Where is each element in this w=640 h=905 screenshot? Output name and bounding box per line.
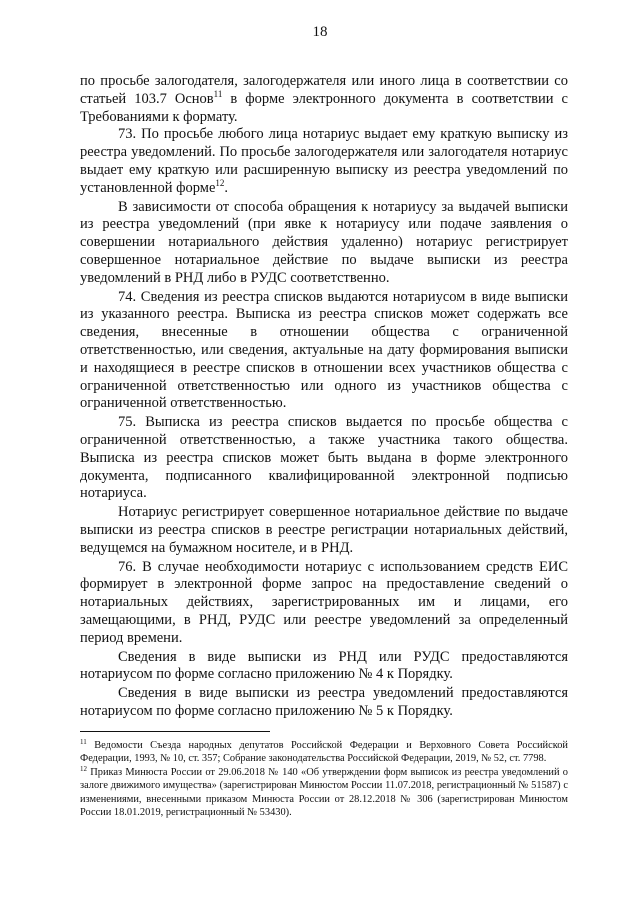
footnote-12	[80, 766, 568, 820]
paragraph-notary-registers: Нотариус регистрирует совершенное нотариальное действие по выдаче выписки из реестра списков в реестре регистрации нотариальных действий, ведущемся на бумажном носителе, и в РНД.	[80, 504, 568, 556]
footnote-number: 12	[80, 764, 87, 773]
page-number: 18	[312, 24, 328, 40]
paragraph-74: 74. Сведения из реестра списков выдаются нотариусом в виде выписки из указанного реестра. Выписка из реестра списков может содержать все сведения, внесенные в отношении общества с ограниченной ответственностью, или сведения, актуальные на дату формирования выписки и находящиеся в реестре списков в отношении всех участников общества с ограниченной ответственностью или одного из участников общества с ограниченной ответственностью.	[80, 288, 568, 412]
footnotes	[80, 739, 568, 819]
footnote-divider	[80, 731, 270, 732]
paragraph-registration-notice: В зависимости от способа обращения к нотариусу за выдачей выписки из реестра уведомлений (при явке к нотариусу или подаче заявления о совершении нотариального действия удаленно) нотариус регистрирует совершенное нотариальное действие по выдаче выписки из реестра уведомлений в РНД либо в РУДС соответственно.	[80, 198, 568, 286]
paragraph-73	[80, 126, 568, 197]
paragraph-appendix-4: Сведения в виде выписки из РНД или РУДС предоставляются нотариусом по форме согласно приложению № 4 к Порядку.	[80, 648, 568, 683]
footnote-reference: 11	[213, 88, 223, 99]
paragraph-text: 73. По просьбе любого лица нотариус выдает ему краткую выписку из реестра уведомлений. По просьбе залогодержателя или залогодателя нотариус выдает ему краткую или расширенную выписку из реестра уведомлений по установленной форме	[80, 126, 568, 196]
paragraph-75: 75. Выписка из реестра списков выдается по просьбе общества с ограниченной ответственностью, а также участника такого общества. Выписка из реестра списков может быть выдана в форме электронного документа, подписанного квалифицированной электронной подписью нотариуса.	[80, 414, 568, 502]
footnote-text: Приказ Минюста России от 29.06.2018 № 140 «Об утверждении форм выписок из реестра уведомлений о залоге движимого имущества» (зарегистрирован Минюстом России 11.07.2018, регистрационный № 51587) с изменениями, внесенными приказом Минюста России от 28.12.2018 № 306 (зарегистрирован Минюстом России 18.01.2019, регистрационный № 53430).	[80, 766, 568, 819]
footnote-reference: 12	[215, 177, 225, 188]
footnote-text: Ведомости Съезда народных депутатов Российской Федерации и Верховного Совета Российской Федерации, 1993, № 10, ст. 357; Собрание законодательства Российской Федерации, 2019, № 52, ст. 7798.	[80, 740, 568, 765]
paragraph-appendix-5: Сведения в виде выписки из реестра уведомлений предоставляются нотариусом по форме согласно приложению № 5 к Порядку.	[80, 685, 568, 719]
footnote-number: 11	[80, 738, 87, 746]
paragraph-text: по просьбе залогодателя, залогодержателя или иного лица в соответствии со статьей 103.7 Основ	[80, 73, 568, 107]
paragraph-text-tail: .	[224, 179, 229, 196]
document-body	[80, 73, 568, 721]
paragraph-continuation	[80, 73, 568, 126]
paragraph-76: 76. В случае необходимости нотариус с использованием средств ЕИС формирует в электронной форме запрос на предоставление сведений о нотариальных действиях, зарегистрированных им и лицами, его замещающими, в РНД, РУДС или реестре уведомлений за определенный период времени.	[80, 558, 568, 646]
paragraph-text-tail: в форме электронного документа в соответствии с Требованиями к формату.	[80, 90, 568, 125]
footnote-11	[80, 739, 568, 766]
